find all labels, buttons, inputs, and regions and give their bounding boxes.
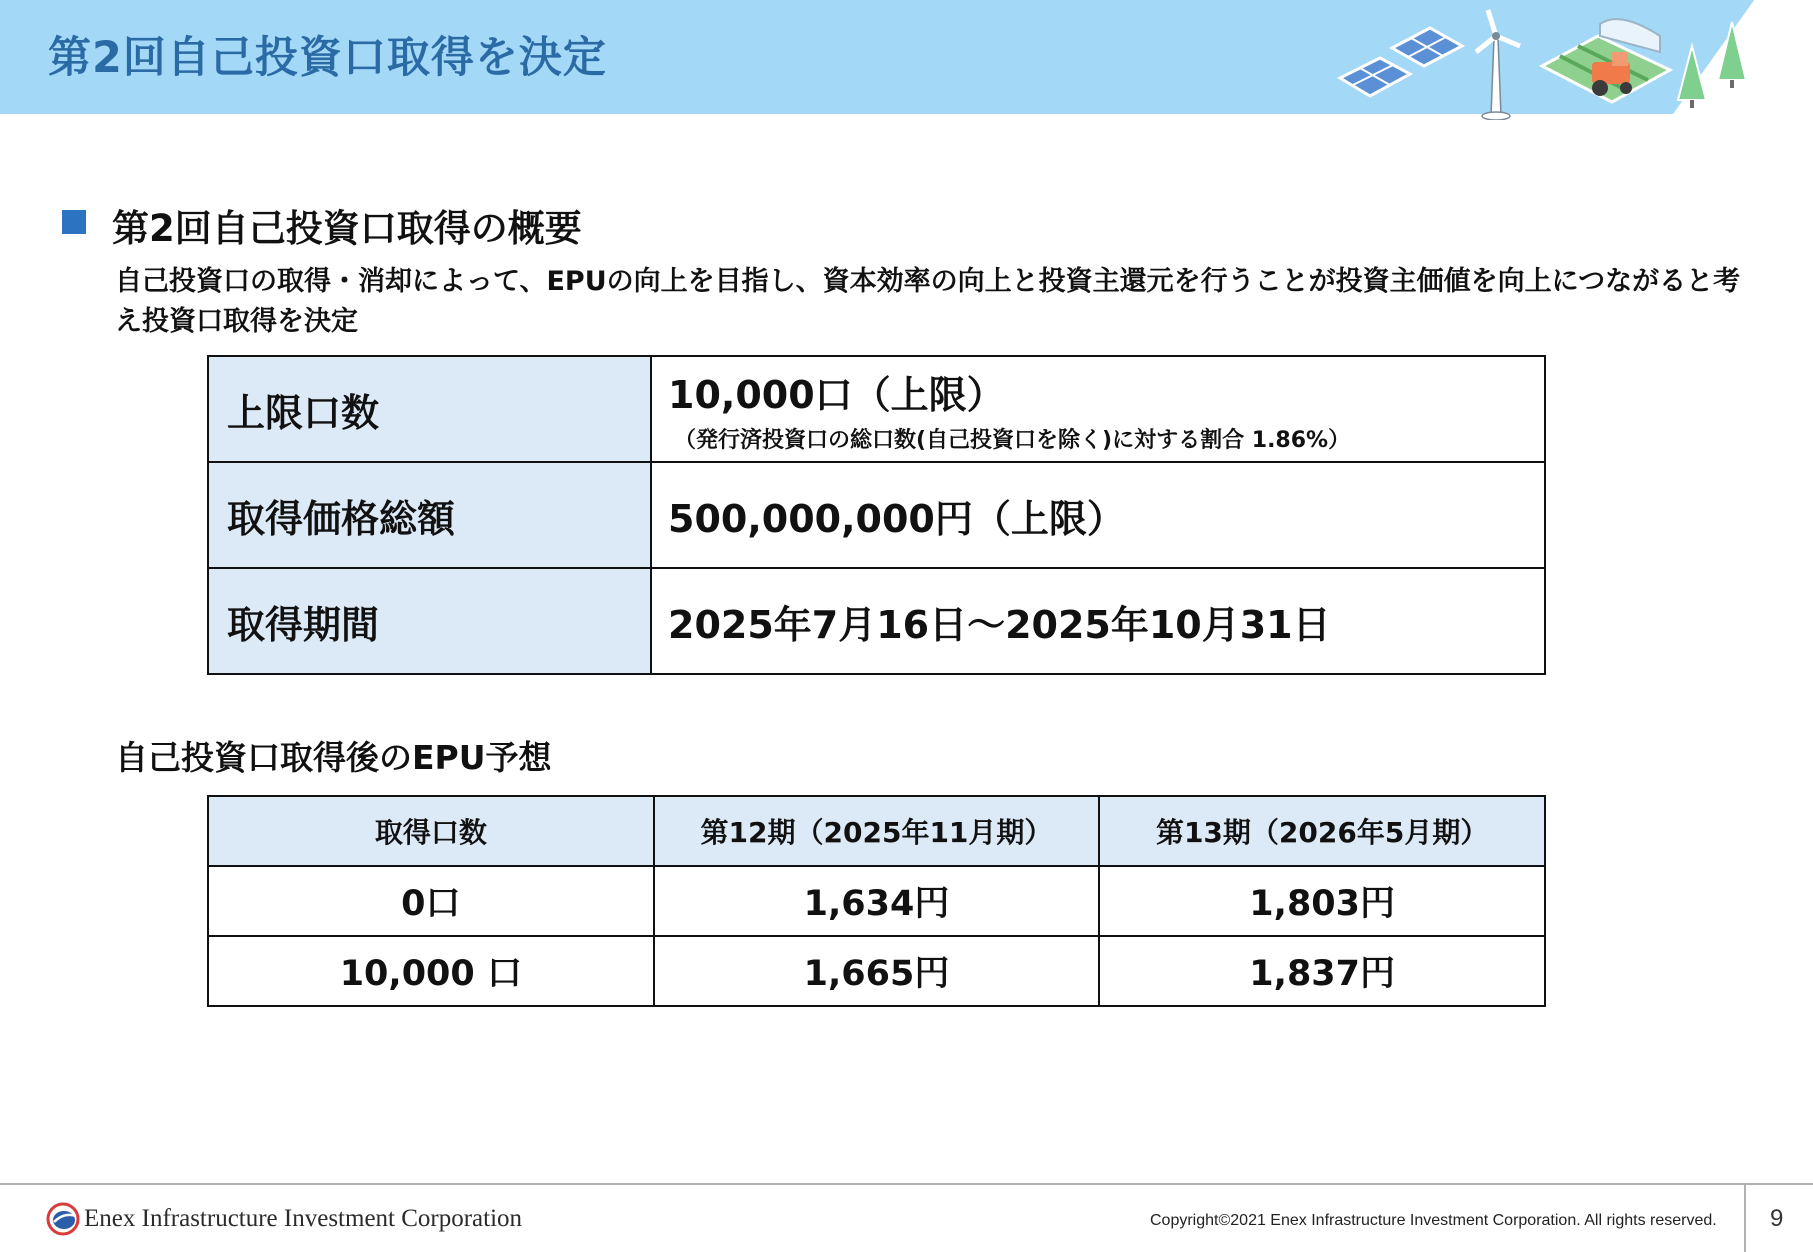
table-row (208, 866, 1545, 936)
epu-title: 自己投資口取得後のEPU予想 (115, 738, 552, 777)
column-header: 取得口数 (208, 796, 654, 866)
table-cell: 1,634円 (654, 866, 1100, 936)
table-cell: 10,000 口 (208, 936, 654, 1006)
copyright-text: Copyright©2021 Enex Infrastructure Investment Corporation. All rights reserved. (1150, 1212, 1717, 1229)
row-value: 2025年7月16日～2025年10月31日 (651, 568, 1545, 674)
table-cell: 1,803円 (1099, 866, 1545, 936)
wind-turbine-icon (1476, 10, 1520, 120)
row-key: 取得価格総額 (208, 462, 651, 568)
value-text: 10,000口（上限） (668, 373, 1005, 417)
section-title: 第2回自己投資口取得の概要 (112, 207, 582, 250)
table-row (208, 356, 1545, 462)
column-header: 第13期（2026年5月期） (1099, 796, 1545, 866)
renewable-energy-illustration (1330, 8, 1760, 120)
footer-divider (0, 1183, 1813, 1185)
page-number: 9 (1770, 1205, 1784, 1232)
table-cell: 1,837円 (1099, 936, 1545, 1006)
table-row (208, 936, 1545, 1006)
row-key: 取得期間 (208, 568, 651, 674)
tree-icon (1678, 46, 1706, 108)
table-row (208, 462, 1545, 568)
section-bullet (62, 210, 86, 234)
footer-page-divider (1744, 1183, 1746, 1252)
company-name: Enex Infrastructure Investment Corporation (84, 1205, 523, 1232)
table-cell: 0口 (208, 866, 654, 936)
table-row (208, 568, 1545, 674)
row-key: 上限口数 (208, 356, 651, 462)
epu-table (207, 795, 1546, 1007)
row-value: 500,000,000円（上限） (651, 462, 1545, 568)
section-description: 自己投資口の取得・消却によって、EPUの向上を目指し、資本効率の向上と投資主還元を行うことが投資主価値を向上につながると考え投資口取得を決定 (115, 266, 1741, 337)
row-value (651, 356, 1545, 462)
table-cell: 1,665円 (654, 936, 1100, 1006)
column-header: 第12期（2025年11月期） (654, 796, 1100, 866)
table-header-row (208, 796, 1545, 866)
page-title: 第2回自己投資口取得を決定 (48, 33, 607, 83)
value-note: （発行済投資口の総口数(自己投資口を除く)に対する割合 1.86%） (674, 428, 1351, 453)
solar-panel-icon (1340, 58, 1410, 96)
summary-table (207, 355, 1546, 675)
company-logo-icon (46, 1202, 80, 1236)
solar-panel-icon (1392, 28, 1462, 66)
tree-icon (1718, 22, 1746, 88)
